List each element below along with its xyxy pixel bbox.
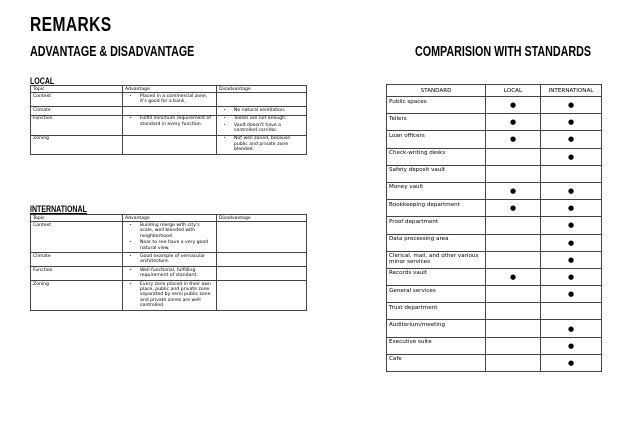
table-row bbox=[387, 354, 602, 371]
standard-name-cell: Executive suite bbox=[387, 337, 486, 354]
table-row bbox=[387, 148, 602, 165]
table-row bbox=[387, 320, 602, 337]
local-mark-cell bbox=[486, 251, 541, 268]
bullet-icon: ● bbox=[567, 290, 575, 299]
advantage-list bbox=[125, 116, 214, 127]
international-mark-cell bbox=[541, 251, 602, 268]
table-header-row bbox=[31, 215, 307, 222]
table-row bbox=[387, 217, 602, 234]
standard-name-cell: Bookkeeping department bbox=[387, 200, 486, 217]
international-mark-cell bbox=[541, 268, 602, 285]
advantage-point: • Placed in a commercial zone, it's good for a bank. bbox=[139, 94, 214, 105]
table-row bbox=[387, 182, 602, 199]
disadvantage-cell bbox=[217, 135, 307, 154]
bullet-icon: ● bbox=[567, 341, 575, 350]
disadvantage-cell bbox=[217, 93, 307, 107]
bullet-icon: ● bbox=[509, 135, 517, 144]
local-mark-cell bbox=[486, 320, 541, 337]
local-mark-cell bbox=[486, 182, 541, 199]
topic-cell: Function bbox=[31, 115, 123, 135]
advantage-point: • Fulfill minimum requirement of standard in every function. bbox=[139, 116, 214, 127]
local-mark-cell bbox=[486, 217, 541, 234]
advantage-cell bbox=[123, 267, 217, 281]
table-row bbox=[387, 97, 602, 114]
local-section-label: LOCAL bbox=[30, 76, 55, 87]
local-mark-cell bbox=[486, 131, 541, 148]
local-mark-cell bbox=[486, 234, 541, 251]
local-mark-cell bbox=[486, 303, 541, 320]
local-mark-cell bbox=[486, 354, 541, 371]
advantage-cell bbox=[123, 115, 217, 135]
international-section-label: INTERNATIONAL bbox=[30, 204, 87, 215]
standard-name-cell: Loan officers bbox=[387, 131, 486, 148]
advantage-list bbox=[125, 94, 214, 105]
bullet-icon: ● bbox=[567, 272, 575, 281]
disadvantage-cell bbox=[217, 253, 307, 267]
bullet-icon: ● bbox=[567, 255, 575, 264]
standard-name-cell: Money vault bbox=[387, 182, 486, 199]
international-mark-cell bbox=[541, 354, 602, 371]
table-header-row bbox=[387, 85, 602, 97]
bullet-icon: ● bbox=[509, 101, 517, 110]
bullet-icon: ● bbox=[567, 204, 575, 213]
topic-cell: Climate bbox=[31, 253, 123, 267]
bullet-icon: ● bbox=[509, 204, 517, 213]
standard-name-cell: Cafe bbox=[387, 354, 486, 371]
topic-cell: Context bbox=[31, 222, 123, 253]
disadvantage-cell bbox=[217, 281, 307, 311]
advantage-cell bbox=[123, 222, 217, 253]
table-row bbox=[387, 337, 602, 354]
international-mark-cell bbox=[541, 234, 602, 251]
table-row bbox=[31, 135, 307, 154]
local-mark-cell bbox=[486, 148, 541, 165]
bullet-icon: ● bbox=[567, 324, 575, 333]
bullet-icon: ● bbox=[567, 358, 575, 367]
advantage-cell bbox=[123, 281, 217, 311]
bullet-icon: ● bbox=[509, 272, 517, 281]
advantage-point: • Well functional, fulfilling requirement of standard. bbox=[139, 268, 214, 279]
advantage-list bbox=[125, 223, 214, 251]
local-mark-cell bbox=[486, 337, 541, 354]
advantage-list bbox=[125, 268, 214, 279]
table-row bbox=[31, 253, 307, 267]
standards-comparison-table bbox=[386, 84, 602, 372]
standard-name-cell: Proof department bbox=[387, 217, 486, 234]
international-mark-cell bbox=[541, 217, 602, 234]
international-mark-cell bbox=[541, 320, 602, 337]
table-header-row bbox=[31, 86, 307, 93]
advantage-point: • Good example of vernacular architecture. bbox=[139, 254, 214, 265]
topic-cell: Climate bbox=[31, 107, 123, 115]
disadvantage-list bbox=[219, 136, 304, 152]
table-row bbox=[387, 131, 602, 148]
standard-name-cell: Records vault bbox=[387, 268, 486, 285]
disadvantage-cell bbox=[217, 107, 307, 115]
advantage-cell bbox=[123, 107, 217, 115]
page-title: REMARKS bbox=[30, 14, 112, 36]
column-header-advantage: Advantage bbox=[123, 215, 217, 222]
advantage-list bbox=[125, 254, 214, 265]
international-mark-cell bbox=[541, 97, 602, 114]
disadvantage-point: • Vault doesn't have a controlled corridor. bbox=[233, 123, 304, 134]
advantage-point: • Building merge with city's scale, well blended with neighborhood. bbox=[139, 223, 214, 239]
table-row bbox=[31, 281, 307, 311]
local-mark-cell bbox=[486, 286, 541, 303]
table-row bbox=[387, 165, 602, 182]
international-mark-cell bbox=[541, 303, 602, 320]
advantage-cell bbox=[123, 135, 217, 154]
international-mark-cell bbox=[541, 131, 602, 148]
column-header-international: INTERNATIONAL bbox=[541, 85, 602, 97]
international-mark-cell bbox=[541, 337, 602, 354]
international-mark-cell bbox=[541, 182, 602, 199]
international-remarks-table bbox=[30, 214, 307, 311]
column-header-topic: Topic bbox=[31, 215, 123, 222]
bullet-icon: ● bbox=[567, 152, 575, 161]
standards-comparison-heading: COMPARISION WITH STANDARDS bbox=[415, 44, 592, 60]
advantage-list bbox=[125, 282, 214, 309]
standard-name-cell: Safety deposit vault bbox=[387, 165, 486, 182]
bullet-icon: ● bbox=[509, 187, 517, 196]
bullet-icon: ● bbox=[567, 135, 575, 144]
local-mark-cell bbox=[486, 114, 541, 131]
advantage-cell bbox=[123, 253, 217, 267]
local-mark-cell bbox=[486, 268, 541, 285]
column-header-disadvantage: Disadvantage bbox=[217, 215, 307, 222]
column-header-advantage: Advantage bbox=[123, 86, 217, 93]
disadvantage-point: • No natural ventilation. bbox=[233, 108, 304, 113]
standard-name-cell: General services bbox=[387, 286, 486, 303]
bullet-icon: ● bbox=[567, 187, 575, 196]
bullet-icon: ● bbox=[567, 221, 575, 230]
standard-name-cell: Public spaces bbox=[387, 97, 486, 114]
standard-name-cell: Clerical, mail, and other various minor services bbox=[387, 251, 486, 268]
topic-cell: Function bbox=[31, 267, 123, 281]
international-mark-cell bbox=[541, 148, 602, 165]
local-mark-cell bbox=[486, 200, 541, 217]
international-table-body bbox=[31, 222, 307, 311]
table-row bbox=[387, 303, 602, 320]
table-row bbox=[387, 200, 602, 217]
table-row bbox=[387, 286, 602, 303]
table-row bbox=[31, 267, 307, 281]
disadvantage-point: • Toilets are not enough. bbox=[233, 116, 304, 121]
advantage-point: • Near to see have a very good natural view. bbox=[139, 240, 214, 251]
standard-name-cell: Trust department bbox=[387, 303, 486, 320]
column-header-standard: STANDARD bbox=[387, 85, 486, 97]
bullet-icon: ● bbox=[567, 238, 575, 247]
disadvantage-list bbox=[219, 116, 304, 133]
disadvantage-list bbox=[219, 108, 304, 113]
topic-cell: Context bbox=[31, 93, 123, 107]
column-header-local: LOCAL bbox=[486, 85, 541, 97]
table-row bbox=[387, 234, 602, 251]
table-row bbox=[387, 268, 602, 285]
standard-name-cell: Data processing area bbox=[387, 234, 486, 251]
international-mark-cell bbox=[541, 286, 602, 303]
advantage-point: • Every zone placed in their own place, public and private zone separated by semi public zone and private zones are well controlled. bbox=[139, 282, 214, 309]
topic-cell: Zoning bbox=[31, 281, 123, 311]
international-mark-cell bbox=[541, 165, 602, 182]
topic-cell: Zoning bbox=[31, 135, 123, 154]
table-row bbox=[31, 93, 307, 107]
disadvantage-cell bbox=[217, 115, 307, 135]
column-header-disadvantage: Disadvantage bbox=[217, 86, 307, 93]
standard-name-cell: Check-writing desks bbox=[387, 148, 486, 165]
column-header-topic: Topic bbox=[31, 86, 123, 93]
disadvantage-cell bbox=[217, 222, 307, 253]
bullet-icon: ● bbox=[509, 118, 517, 127]
bullet-icon: ● bbox=[567, 101, 575, 110]
table-row bbox=[31, 222, 307, 253]
local-remarks-table bbox=[30, 85, 307, 155]
international-mark-cell bbox=[541, 114, 602, 131]
local-table-body bbox=[31, 93, 307, 155]
advantage-cell bbox=[123, 93, 217, 107]
table-row bbox=[31, 115, 307, 135]
standard-name-cell: Auditorium/meeting bbox=[387, 320, 486, 337]
standards-table-body bbox=[387, 97, 602, 372]
table-row bbox=[387, 251, 602, 268]
standard-name-cell: Tellers bbox=[387, 114, 486, 131]
local-mark-cell bbox=[486, 165, 541, 182]
international-mark-cell bbox=[541, 200, 602, 217]
table-row bbox=[387, 114, 602, 131]
disadvantage-cell bbox=[217, 267, 307, 281]
local-mark-cell bbox=[486, 97, 541, 114]
table-row bbox=[31, 107, 307, 115]
advantage-disadvantage-heading: ADVANTAGE & DISADVANTAGE bbox=[30, 44, 195, 60]
disadvantage-point: • Not well zoned, because public and private zone blended. bbox=[233, 136, 304, 152]
bullet-icon: ● bbox=[567, 118, 575, 127]
